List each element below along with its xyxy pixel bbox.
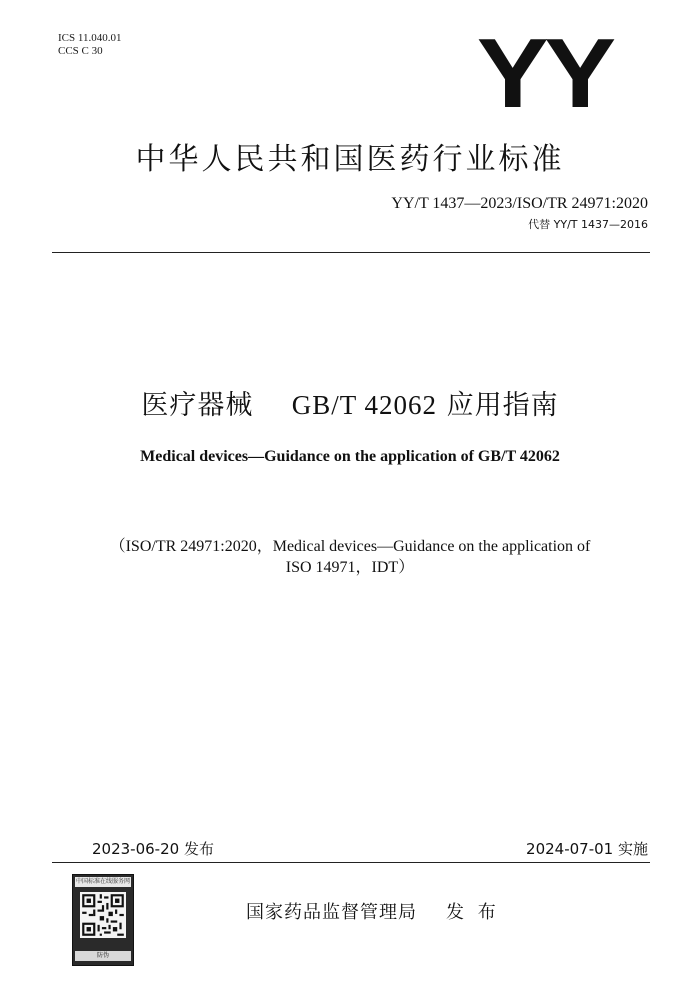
top-divider (52, 252, 650, 253)
equivalence-line-1: （ISO/TR 24971:2020，Medical devices—Guidance on the application of (109, 538, 591, 555)
ics-code: ICS 11.040.01 (58, 32, 122, 44)
equivalence-line-2: ISO 14971，IDT） (285, 559, 415, 576)
effective-date: 2024-07-01 实施 (526, 840, 648, 858)
equivalence-statement (60, 536, 640, 578)
publisher-name: 国家药品监督管理局 (246, 902, 417, 923)
ccs-code: CCS C 30 (58, 45, 103, 57)
english-title: Medical devices—Guidance on the application of GB/T 42062 (140, 448, 560, 465)
classification-codes (58, 32, 121, 58)
chinese-title-suffix: 应用指南 (446, 390, 559, 421)
qr-code-icon (80, 892, 126, 938)
chinese-title (0, 383, 700, 422)
replaces-note: 代替 YY/T 1437—2016 (528, 218, 648, 231)
qr-sticker-footer: 防伪 (75, 951, 131, 961)
yy-logo: YY (476, 18, 612, 128)
organization-title: 中华人民共和国医药行业标准 (135, 142, 565, 177)
standard-code: YY/T 1437—2023/ISO/TR 24971:2020 (391, 195, 648, 212)
qr-sticker (72, 874, 134, 966)
bottom-divider (52, 862, 650, 863)
issue-date: 2023-06-20 发布 (92, 840, 214, 858)
chinese-title-standard: GB/T 42062 (291, 390, 437, 420)
chinese-title-prefix: 医疗器械 (141, 390, 254, 421)
publish-label: 发 布 (446, 902, 500, 923)
qr-sticker-header: 中国标准在线服务网 (75, 878, 130, 885)
